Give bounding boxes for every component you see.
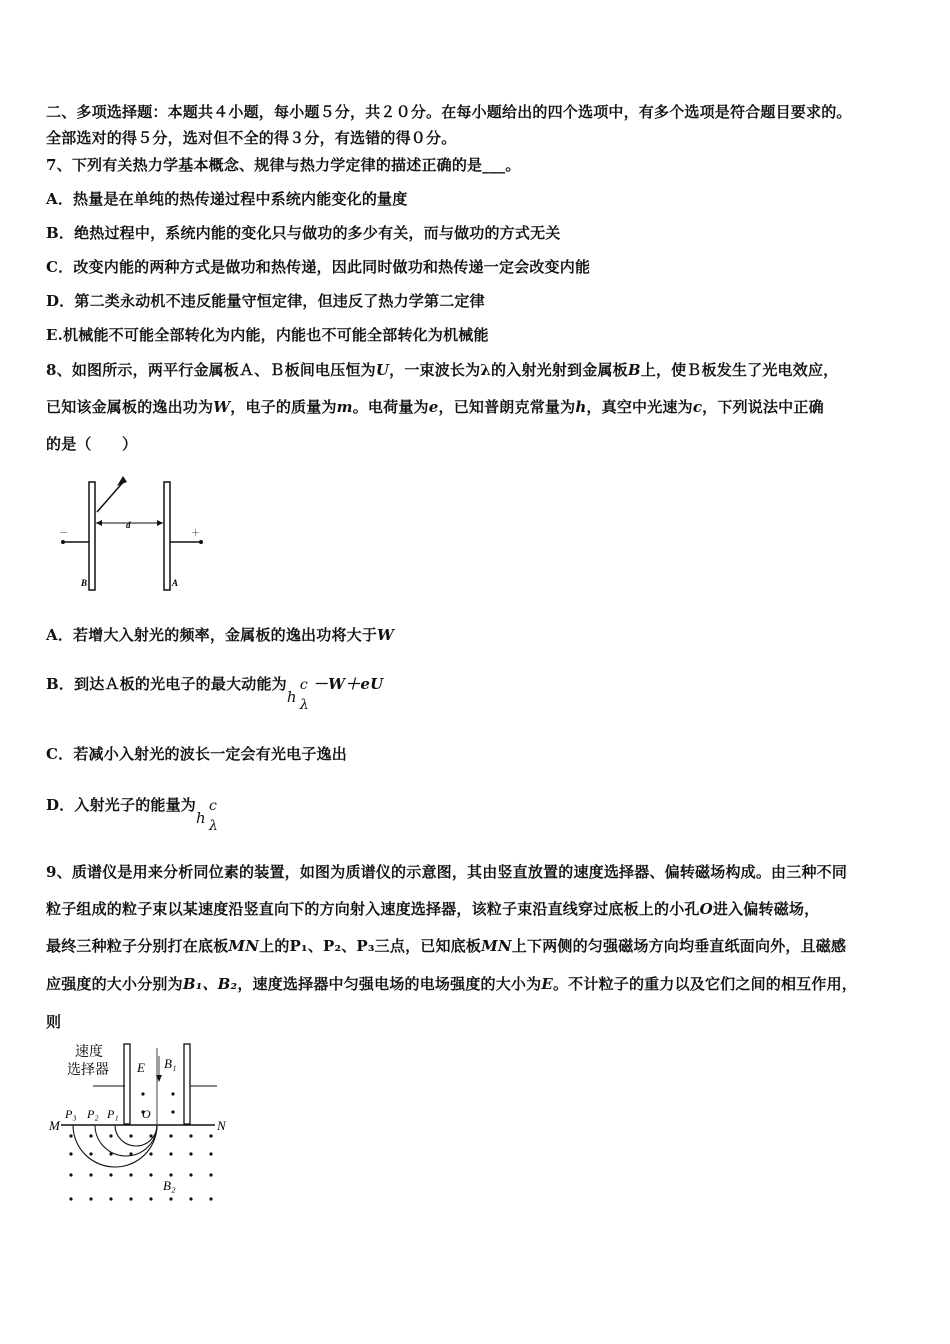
field-label-b2: B₂ bbox=[163, 1178, 176, 1193]
plate-b bbox=[89, 482, 95, 590]
q8-option-a: A．若增大入射光的频率，金属板的逸出功将大于W bbox=[46, 626, 395, 644]
q8-stem-line1: 8、如图所示，两平行金属板Ａ、Ｂ板间电压恒为U，一束波长为λ的入射光射到金属板B上，使Ｂ板发生了光电效应， bbox=[46, 361, 839, 379]
q7-stem: 7、下列有关热力学基本概念、规律与热力学定律的描述正确的是___。 bbox=[46, 156, 521, 174]
label-n: N bbox=[217, 1118, 226, 1133]
distance-arrow-left bbox=[96, 520, 102, 526]
q8-option-b: B．到达Ａ板的光电子的最大动能为 h c λ －W＋eU bbox=[46, 664, 383, 704]
q7-option-d: D．第二类永动机不违反能量守恒定律，但违反了热力学第二定律 bbox=[46, 292, 485, 310]
section-header-line1: 二、多项选择题：本题共４小题，每小题５分，共２０分。在每小题给出的四个选项中，有多个选项是符合题目要求的。 bbox=[46, 103, 852, 121]
plate-label-b: B bbox=[81, 578, 88, 588]
q7-option-b: B．绝热过程中，系统内能的变化只与做功的多少有关，而与做功的方式无关 bbox=[46, 224, 561, 242]
formula-photon-energy: h c λ bbox=[196, 798, 219, 834]
distance-label-d: d bbox=[126, 520, 131, 530]
q8-plates-figure bbox=[55, 472, 215, 597]
right-terminal bbox=[199, 540, 203, 544]
q7-option-e: E.机械能不可能全部转化为内能，内能也不可能全部转化为机械能 bbox=[46, 326, 489, 344]
plate-label-a: A bbox=[172, 578, 179, 588]
velocity-selector-label-2: 选择器 bbox=[67, 1063, 109, 1078]
plate-a bbox=[164, 482, 170, 590]
incident-light-ray bbox=[97, 480, 125, 512]
section-header-line2: 全部选对的得５分，选对但不全的得３分，有选错的得０分。 bbox=[46, 129, 457, 147]
q8-option-d: D．入射光子的能量为 h c λ bbox=[46, 785, 222, 825]
selector-field-dot bbox=[171, 1092, 174, 1095]
formula-hc-over-lambda: h c λ bbox=[286, 677, 309, 713]
terminal-label-minus: － bbox=[59, 528, 69, 538]
selector-field-dot bbox=[141, 1092, 144, 1095]
selector-field-dot bbox=[171, 1110, 174, 1113]
field-label-b1: B₁ bbox=[164, 1056, 177, 1071]
q9-line1: 9、质谱仪是用来分析同位素的装置，如图为质谱仪的示意图，其由竖直放置的速度选择器、偏转磁场构成。由三种不同 bbox=[46, 863, 848, 881]
magnetic-field-dots bbox=[69, 1134, 212, 1200]
label-p2: P₂ bbox=[87, 1107, 99, 1121]
distance-arrow-right bbox=[157, 520, 163, 526]
q9-line4: 应强度的大小分别为B₁、B₂，速度选择器中匀强电场的电场强度的大小为E。不计粒子的重力以及它们之间的相互作用， bbox=[46, 975, 857, 993]
q9-line5: 则 bbox=[46, 1013, 62, 1031]
q8-option-c: C．若减小入射光的波长一定会有光电子逸出 bbox=[46, 745, 347, 763]
q7-option-c: C．改变内能的两种方式是做功和热传递，因此同时做功和热传递一定会改变内能 bbox=[46, 258, 591, 276]
label-p1: P₁ bbox=[107, 1107, 119, 1121]
q8-stem-line3: 的是（ ） bbox=[46, 435, 138, 453]
label-m: M bbox=[49, 1118, 60, 1133]
left-terminal bbox=[61, 540, 65, 544]
terminal-label-plus: ＋ bbox=[191, 528, 201, 538]
q9-line3: 最终三种粒子分别打在底板MN上的P₁、P₂、P₃三点，已知底板MN上下两侧的匀强磁场方向均垂直纸面向外，且磁感 bbox=[46, 937, 847, 955]
selector-left-plate bbox=[124, 1044, 130, 1124]
q9-line2: 粒子组成的粒子束以某速度沿竖直向下的方向射入速度选择器，该粒子束沿直线穿过底板上的小孔O进入偏转磁场， bbox=[46, 900, 820, 918]
q7-option-a: A．热量是在单纯的热传递过程中系统内能变化的量度 bbox=[46, 190, 408, 208]
q9-mass-spectrometer-figure bbox=[45, 1040, 235, 1215]
label-o: O bbox=[142, 1107, 151, 1121]
q8-stem-line2: 已知该金属板的逸出功为W，电子的质量为m。电荷量为e，已知普朗克常量为h，真空中光速为c，下列说法中正确 bbox=[46, 398, 824, 416]
label-p3: P₃ bbox=[65, 1107, 77, 1121]
trajectory-p3 bbox=[73, 1125, 157, 1167]
field-label-e: E bbox=[137, 1060, 145, 1075]
velocity-selector-label-1: 速度 bbox=[75, 1045, 103, 1060]
selector-right-plate bbox=[184, 1044, 190, 1124]
